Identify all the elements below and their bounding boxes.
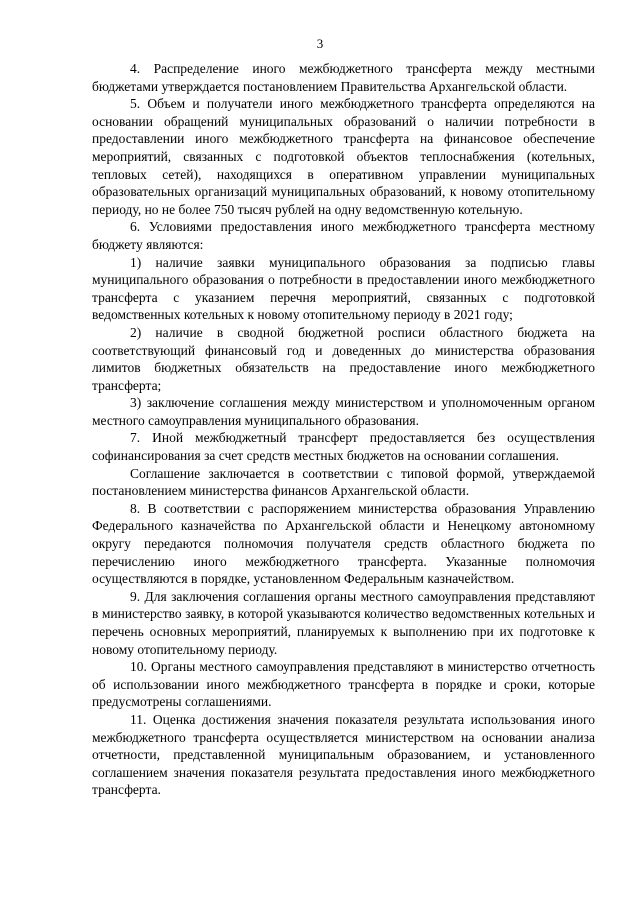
paragraph-8: 8. В соответствии с распоряжением министерства образования Управлению Федерального казначейства по Архангельской области и Ненецкому автономному округу передаются полномочия получателя средств областного бюджета по перечислению иного межбюджетного трансферта. Указанные полномочия осуществляются в порядке, установленном Федеральным казначейством.	[92, 500, 595, 587]
paragraph-6: 6. Условиями предоставления иного межбюджетного трансферта местному бюджету являются:	[92, 219, 595, 252]
paragraph-4: 4. Распределение иного межбюджетного трансферта между местными бюджетами утверждается постановлением Правительства Архангельской области.	[92, 61, 595, 94]
paragraph-5: 5. Объем и получатели иного межбюджетного трансферта определяются на основании обращений муниципальных образований о наличии потребности в предоставлении иного межбюджетного трансферта на финансовое обеспечение мероприятий, связанных с подготовкой объектов теплоснабжения (котельных, тепловых сетей), находящихся в оперативном управлении муниципальных образовательных организаций муниципальных образований, к новому отопительному периоду, но не более 750 тысяч рублей на одну ведомственную котельную.	[92, 96, 595, 217]
paragraph-11: 11. Оценка достижения значения показателя результата использования иного межбюджетного трансферта осуществляется министерством на основании анализа отчетности, представленной муниципальным образованием, и установленного соглашением значения показателя результата предоставления иного межбюджетного трансферта.	[92, 711, 595, 798]
paragraph-7: 7. Иной межбюджетный трансферт предоставляется без осуществления софинансирования за счет средств местных бюджетов на основании соглашения.	[92, 430, 595, 464]
paragraph-10: 10. Органы местного самоуправления представляют в министерство отчетность об использовании иного межбюджетного трансферта в порядке и сроки, которые предусмотрены соглашениями.	[92, 659, 595, 710]
paragraph-6-item-3: 3) заключение соглашения между министерством и уполномоченным органом местного самоуправления муниципального образования.	[92, 395, 595, 428]
paragraph-6-item-1: 1) наличие заявки муниципального образования за подписью главы муниципального образования о потребности в предоставлении иного межбюджетного трансферта с указанием перечня мероприятий, связанных с подготовкой ведомственных котельных к новому отопительному периоду в 2021 году;	[92, 254, 595, 323]
paragraph-7-agreement: Соглашение заключается в соответствии с типовой формой, утверждаемой постановлением министерства финансов Архангельской области.	[92, 465, 595, 499]
page-number: 3	[316, 36, 324, 51]
paragraph-9: 9. Для заключения соглашения органы местного самоуправления представляют в министерство заявку, в которой указываются количество ведомственных котельных и перечень основных мероприятий, планируемых к выполнению при их подготовке к новому отопительному периоду.	[92, 588, 595, 657]
document-body	[92, 60, 595, 799]
paragraph-6-item-2: 2) наличие в сводной бюджетной росписи областного бюджета на соответствующий финансовый год и доведенных до министерства образования лимитов бюджетных обязательств на предоставление иного межбюджетного трансферта;	[92, 324, 595, 393]
